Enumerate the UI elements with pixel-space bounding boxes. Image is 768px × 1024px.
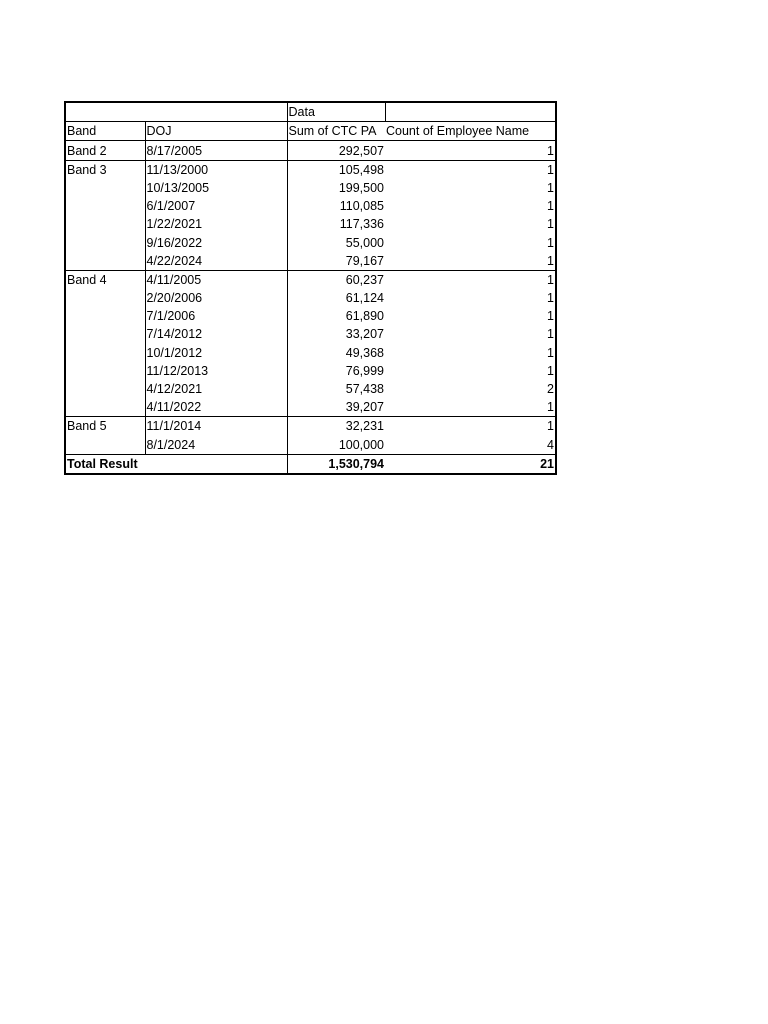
cell-doj[interactable]: 10/13/2005 <box>145 179 287 197</box>
table-row <box>65 398 556 417</box>
pivot-corner-cell-2[interactable] <box>145 102 287 122</box>
table-row <box>65 160 556 179</box>
cell-doj[interactable]: 11/13/2000 <box>145 160 287 179</box>
cell-count[interactable]: 2 <box>547 382 554 396</box>
column-header-sum[interactable]: Sum of CTC PA <box>287 122 385 141</box>
cell-doj[interactable]: 6/1/2007 <box>145 197 287 215</box>
cell-sum[interactable]: 32,231 <box>287 417 385 436</box>
cell-sum[interactable]: 49,368 <box>287 343 385 361</box>
cell-doj[interactable]: 9/16/2022 <box>145 233 287 251</box>
cell-doj[interactable]: 11/12/2013 <box>145 362 287 380</box>
cell-count[interactable]: 1 <box>385 417 556 436</box>
cell-count[interactable]: 1 <box>547 199 554 214</box>
cell-sum[interactable]: 199,500 <box>287 179 385 197</box>
cell-band[interactable] <box>65 307 145 325</box>
cell-sum[interactable]: 60,237 <box>287 270 385 289</box>
cell-band[interactable] <box>65 343 145 361</box>
table-row <box>65 362 556 380</box>
table-row <box>65 197 556 215</box>
cell-doj[interactable]: 2/20/2006 <box>145 289 287 307</box>
cell-doj[interactable]: 7/14/2012 <box>145 325 287 343</box>
cell-doj[interactable]: 7/1/2006 <box>145 307 287 325</box>
cell-sum[interactable]: 105,498 <box>287 160 385 179</box>
cell-band[interactable] <box>65 398 145 417</box>
cell-count[interactable]: 1 <box>547 235 554 250</box>
table-row <box>65 270 556 289</box>
cell-doj[interactable]: 4/11/2022 <box>145 398 287 417</box>
cell-count[interactable]: 1 <box>547 309 554 324</box>
table-row <box>65 307 556 325</box>
table-row <box>65 343 556 361</box>
cell-sum[interactable]: 79,167 <box>287 252 385 271</box>
data-field-label[interactable]: Data <box>287 102 385 122</box>
column-header-count[interactable]: Count of Employee Name <box>385 122 556 141</box>
cell-sum[interactable]: 76,999 <box>287 362 385 380</box>
cell-count[interactable]: 1 <box>385 270 556 289</box>
cell-band[interactable] <box>65 197 145 215</box>
cell-sum[interactable]: 292,507 <box>287 141 385 160</box>
cell-band[interactable] <box>65 233 145 251</box>
table-row <box>65 380 556 398</box>
total-count[interactable]: 21 <box>385 454 556 474</box>
cell-band[interactable]: Band 4 <box>65 270 145 289</box>
cell-count[interactable]: 1 <box>547 143 554 158</box>
cell-doj[interactable]: 8/17/2005 <box>145 141 287 160</box>
cell-band[interactable] <box>65 289 145 307</box>
cell-doj[interactable]: 10/1/2012 <box>145 343 287 361</box>
cell-sum[interactable]: 100,000 <box>287 435 385 454</box>
table-row <box>65 215 556 233</box>
cell-band[interactable] <box>65 252 145 271</box>
pivot-table <box>64 101 557 475</box>
data-field-blank[interactable] <box>385 102 556 122</box>
cell-band[interactable] <box>65 380 145 398</box>
table-row <box>65 141 556 160</box>
cell-count[interactable]: 1 <box>547 253 554 268</box>
cell-doj[interactable]: 4/12/2021 <box>145 380 287 398</box>
cell-band[interactable]: Band 3 <box>65 160 145 179</box>
table-row <box>65 417 556 436</box>
cell-count[interactable]: 1 <box>547 400 554 415</box>
cell-band[interactable] <box>65 435 145 454</box>
pivot-header-top-row <box>65 102 556 122</box>
table-row <box>65 289 556 307</box>
table-row <box>65 325 556 343</box>
cell-band[interactable] <box>65 362 145 380</box>
cell-band[interactable] <box>65 325 145 343</box>
column-header-band[interactable]: Band <box>65 122 145 141</box>
cell-band[interactable]: Band 2 <box>67 143 107 158</box>
table-row <box>65 233 556 251</box>
cell-sum[interactable]: 110,085 <box>287 197 385 215</box>
cell-count[interactable]: 4 <box>547 437 554 452</box>
spreadsheet-sheet <box>64 101 557 475</box>
total-label[interactable]: Total Result <box>65 454 287 474</box>
table-row <box>65 252 556 271</box>
cell-band[interactable] <box>65 215 145 233</box>
table-row <box>65 179 556 197</box>
table-row <box>65 435 556 454</box>
cell-sum[interactable]: 61,890 <box>287 307 385 325</box>
cell-count[interactable]: 1 <box>547 291 554 306</box>
cell-doj[interactable]: 11/1/2014 <box>145 417 287 436</box>
cell-band[interactable] <box>65 179 145 197</box>
cell-sum[interactable]: 57,438 <box>287 380 385 398</box>
column-header-doj[interactable]: DOJ <box>145 122 287 141</box>
cell-sum[interactable]: 33,207 <box>287 325 385 343</box>
cell-count[interactable]: 1 <box>547 180 554 195</box>
cell-sum[interactable]: 61,124 <box>287 289 385 307</box>
total-sum[interactable]: 1,530,794 <box>287 454 385 474</box>
cell-count[interactable]: 1 <box>547 217 554 232</box>
cell-doj[interactable]: 8/1/2024 <box>145 435 287 454</box>
cell-doj[interactable]: 1/22/2021 <box>145 215 287 233</box>
cell-sum[interactable]: 39,207 <box>287 398 385 417</box>
pivot-total-row <box>65 454 556 474</box>
cell-sum[interactable]: 117,336 <box>287 215 385 233</box>
cell-count[interactable]: 1 <box>547 345 554 360</box>
cell-band[interactable]: Band 5 <box>65 417 145 436</box>
cell-sum[interactable]: 55,000 <box>287 233 385 251</box>
cell-count[interactable]: 1 <box>547 363 554 378</box>
cell-doj[interactable]: 4/22/2024 <box>145 252 287 271</box>
cell-doj[interactable]: 4/11/2005 <box>145 270 287 289</box>
cell-count[interactable]: 1 <box>547 327 554 342</box>
cell-count[interactable]: 1 <box>385 160 556 179</box>
pivot-column-header-row <box>65 122 556 141</box>
pivot-corner-cell[interactable] <box>65 102 145 122</box>
